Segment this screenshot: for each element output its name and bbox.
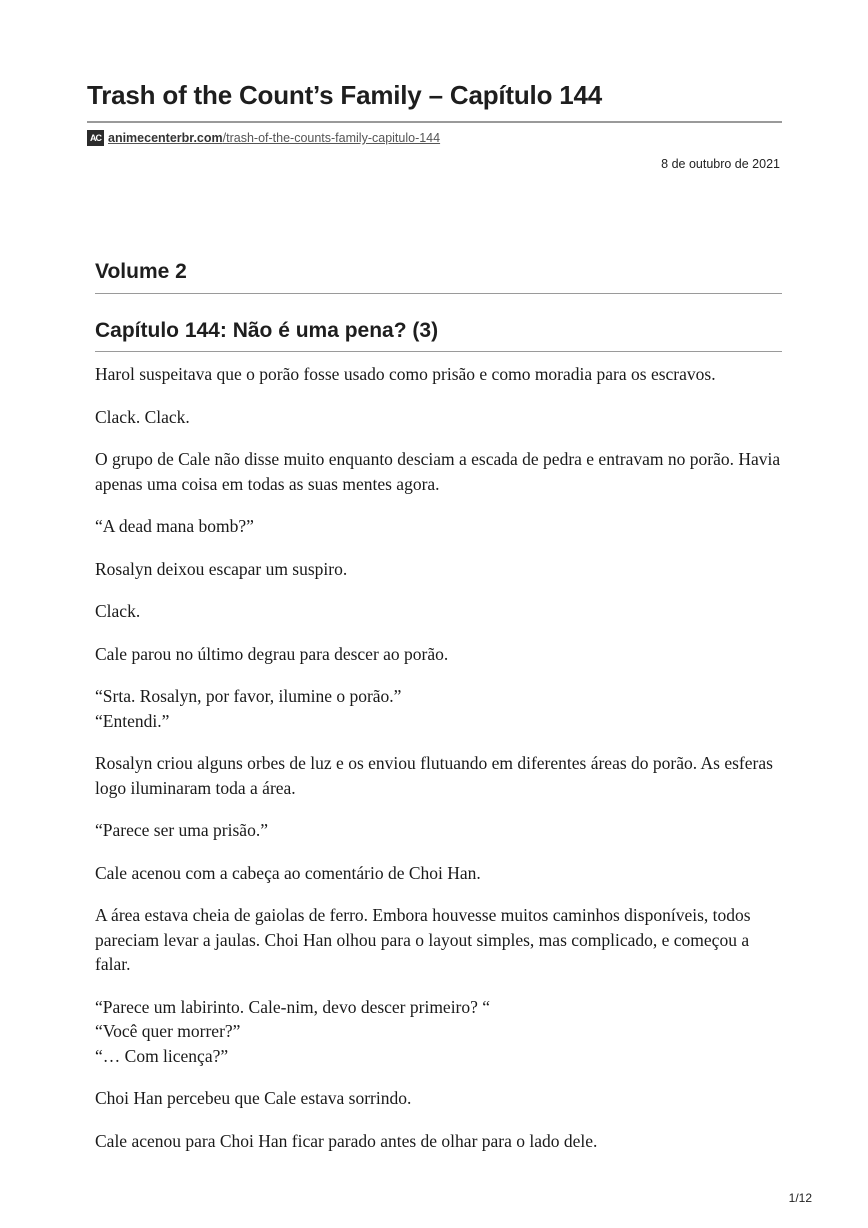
paragraph-line: Cale parou no último degrau para descer ao porão. — [95, 643, 449, 664]
paragraph-line: “Parece um labirinto. Cale-nim, devo descer primeiro? “ — [95, 996, 491, 1017]
paragraph — [95, 447, 785, 496]
paragraph — [95, 861, 785, 886]
paragraph-line: A área estava cheia de gaiolas de ferro. Embora houvesse muitos caminhos disponíveis, todos pareciam levar a jaulas. Choi Han olhou para o layout simples, mas complicado, e começou a falar. — [95, 905, 751, 974]
paragraph-line: Choi Han percebeu que Cale estava sorrindo. — [95, 1088, 412, 1108]
paragraph — [95, 684, 785, 733]
paragraph-line: Clack. — [95, 601, 141, 621]
page-title: Trash of the Count’s Family – Capítulo 144 — [87, 80, 603, 110]
paragraph-line: “Srta. Rosalyn, por favor, ilumine o porão.” — [95, 686, 402, 706]
chapter-divider — [95, 351, 782, 352]
chapter-heading: Capítulo 144: Não é uma pena? (3) — [95, 319, 439, 342]
paragraph — [95, 514, 785, 539]
paragraph-line: Cale acenou com a cabeça ao comentário de Choi Han. — [95, 862, 481, 883]
paragraph — [95, 751, 785, 800]
paragraph — [95, 642, 785, 667]
paragraph-line: “Entendi.” — [95, 710, 170, 731]
paragraph-line: Cale acenou para Choi Han ficar parado antes de olhar para o lado dele. — [95, 1130, 598, 1151]
page-indicator: 1/12 — [788, 1191, 812, 1205]
paragraph-line: Clack. Clack. — [95, 406, 190, 427]
paragraph-line: “… Com licença?” — [95, 1045, 229, 1066]
site-logo-icon: AC — [87, 130, 104, 146]
paragraph-line: Harol suspeitava que o porão fosse usado como prisão e como moradia para os escravos. — [95, 364, 716, 384]
publish-date: 8 de outubro de 2021 — [661, 157, 780, 171]
paragraph-line: “Parece ser uma prisão.” — [95, 820, 268, 840]
volume-divider — [95, 293, 782, 294]
paragraph — [95, 995, 785, 1069]
paragraph-line: Rosalyn deixou escapar um suspiro. — [95, 558, 348, 579]
source-link[interactable] — [108, 131, 440, 145]
chapter-content — [95, 362, 785, 1171]
paragraph — [95, 557, 785, 582]
paragraph-line: “A dead mana bomb?” — [95, 516, 254, 536]
paragraph — [95, 405, 785, 430]
paragraph-line: “Você quer morrer?” — [95, 1021, 241, 1041]
paragraph-line: O grupo de Cale não disse muito enquanto desciam a escada de pedra e entravam no porão. Havia apenas uma coisa em todas as suas mentes agora. — [95, 449, 781, 494]
paragraph — [95, 818, 785, 843]
paragraph — [95, 599, 785, 624]
paragraph-line: Rosalyn criou alguns orbes de luz e os enviou flutuando em diferentes áreas do porão. As esferas logo iluminaram toda a área. — [95, 753, 773, 798]
source-path: /trash-of-the-counts-family-capitulo-144 — [222, 131, 441, 145]
title-divider — [87, 121, 782, 123]
paragraph — [95, 362, 785, 387]
paragraph — [95, 1086, 785, 1111]
volume-heading: Volume 2 — [95, 260, 187, 283]
source-row — [87, 129, 440, 147]
paragraph — [95, 1129, 785, 1154]
paragraph — [95, 903, 785, 977]
source-domain: animecenterbr.com — [108, 131, 223, 145]
